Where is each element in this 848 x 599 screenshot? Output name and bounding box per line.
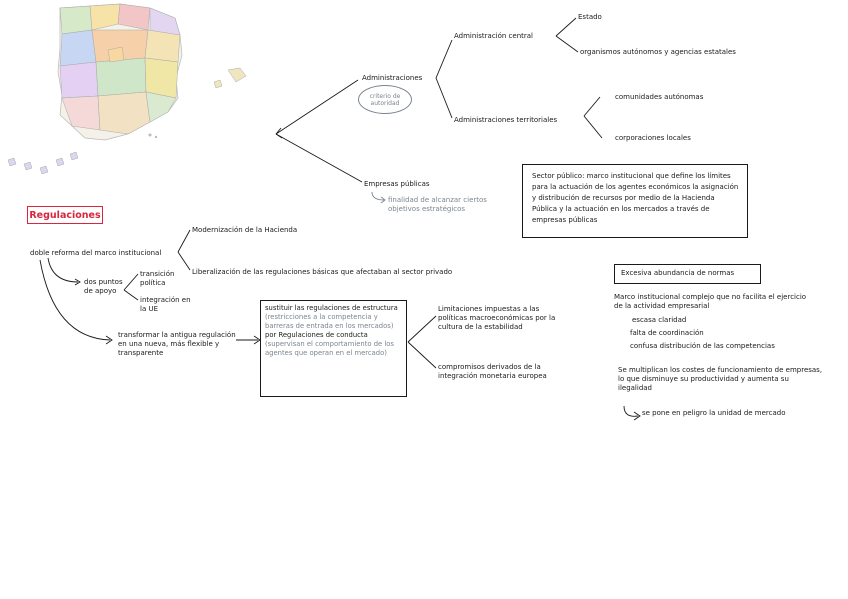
marco-complejo-label: Marco institucional complejo que no facilita el ejercicio de la actividad empresarial xyxy=(614,293,807,310)
criterio-autoridad-oval xyxy=(358,85,412,114)
finalidad-note: finalidad de alcanzar ciertos objetivos estratégicos xyxy=(388,196,487,213)
corporaciones-locales-label: corporaciones locales xyxy=(615,134,691,142)
bullet-claridad: escasa claridad xyxy=(632,316,687,324)
estructura-note: (restricciones a la competencia y barreras de entrada en los mercados) xyxy=(265,313,394,330)
administraciones-territoriales-label: Administraciones territoriales xyxy=(454,116,558,124)
empresas-publicas-label: Empresas públicas xyxy=(364,180,430,188)
comunidades-autonomas-label: comunidades autónomas xyxy=(615,93,704,101)
dos-puntos-label: dos puntos de apoyo xyxy=(84,278,123,295)
integracion-label: integración en la UE xyxy=(140,296,191,313)
sector-publico-box xyxy=(522,164,748,238)
conducta-text: Regulaciones de conducta xyxy=(278,331,368,339)
page-title: Regulaciones xyxy=(27,206,103,224)
peligro-label: se pone en peligro la unidad de mercado xyxy=(642,409,786,417)
multiplican-label: Se multiplican los costes de funcionamiento de empresas, lo que disminuye su productividad y aumenta su ilegalidad xyxy=(618,366,823,392)
sector-publico-text: Sector público: marco institucional que define los límites para la actuación de los agentes económicos la asignación y distribución de recursos por medio de la Hacienda Pública y la actuación en los mercados a través de empresas públicas xyxy=(532,172,739,224)
liberalizacion-label: Liberalización de las regulaciones básicas que afectaban al sector privado xyxy=(192,268,453,276)
administracion-central-label: Administración central xyxy=(454,32,533,40)
transformar-label: transformar la antigua regulación en una nueva, más flexible y transparente xyxy=(118,331,236,357)
por-text: por xyxy=(265,331,277,339)
administraciones-label: Administraciones xyxy=(362,74,423,82)
conducta-note: (supervisan el comportamiento de los agentes que operan en el mercado) xyxy=(265,340,394,357)
regulaciones-box xyxy=(260,300,407,397)
bullet-competencias: confusa distribución de las competencias xyxy=(630,342,775,350)
organismos-label: organismos autónomos y agencias estatales xyxy=(580,48,736,56)
estructura-text: sustituir las regulaciones de estructura xyxy=(265,304,398,312)
doble-reforma-label: doble reforma del marco institucional xyxy=(30,249,162,257)
excesiva-label: Excesiva abundancia de normas xyxy=(621,269,735,277)
modernizacion-label: Modernización de la Hacienda xyxy=(192,226,298,234)
bullet-coordinacion: falta de coordinación xyxy=(630,329,704,337)
limitaciones-label: Limitaciones impuestas a las políticas macroeconómicas por la cultura de la estabilidad xyxy=(438,305,556,331)
criterio-autoridad-label: criterio de autoridad xyxy=(369,92,401,107)
excesiva-box xyxy=(614,264,761,284)
estado-label: Estado xyxy=(578,13,602,21)
transicion-label: transición política xyxy=(140,270,175,287)
regulaciones-box-text xyxy=(265,304,403,358)
compromisos-label: compromisos derivados de la integración monetaria europea xyxy=(438,363,547,380)
